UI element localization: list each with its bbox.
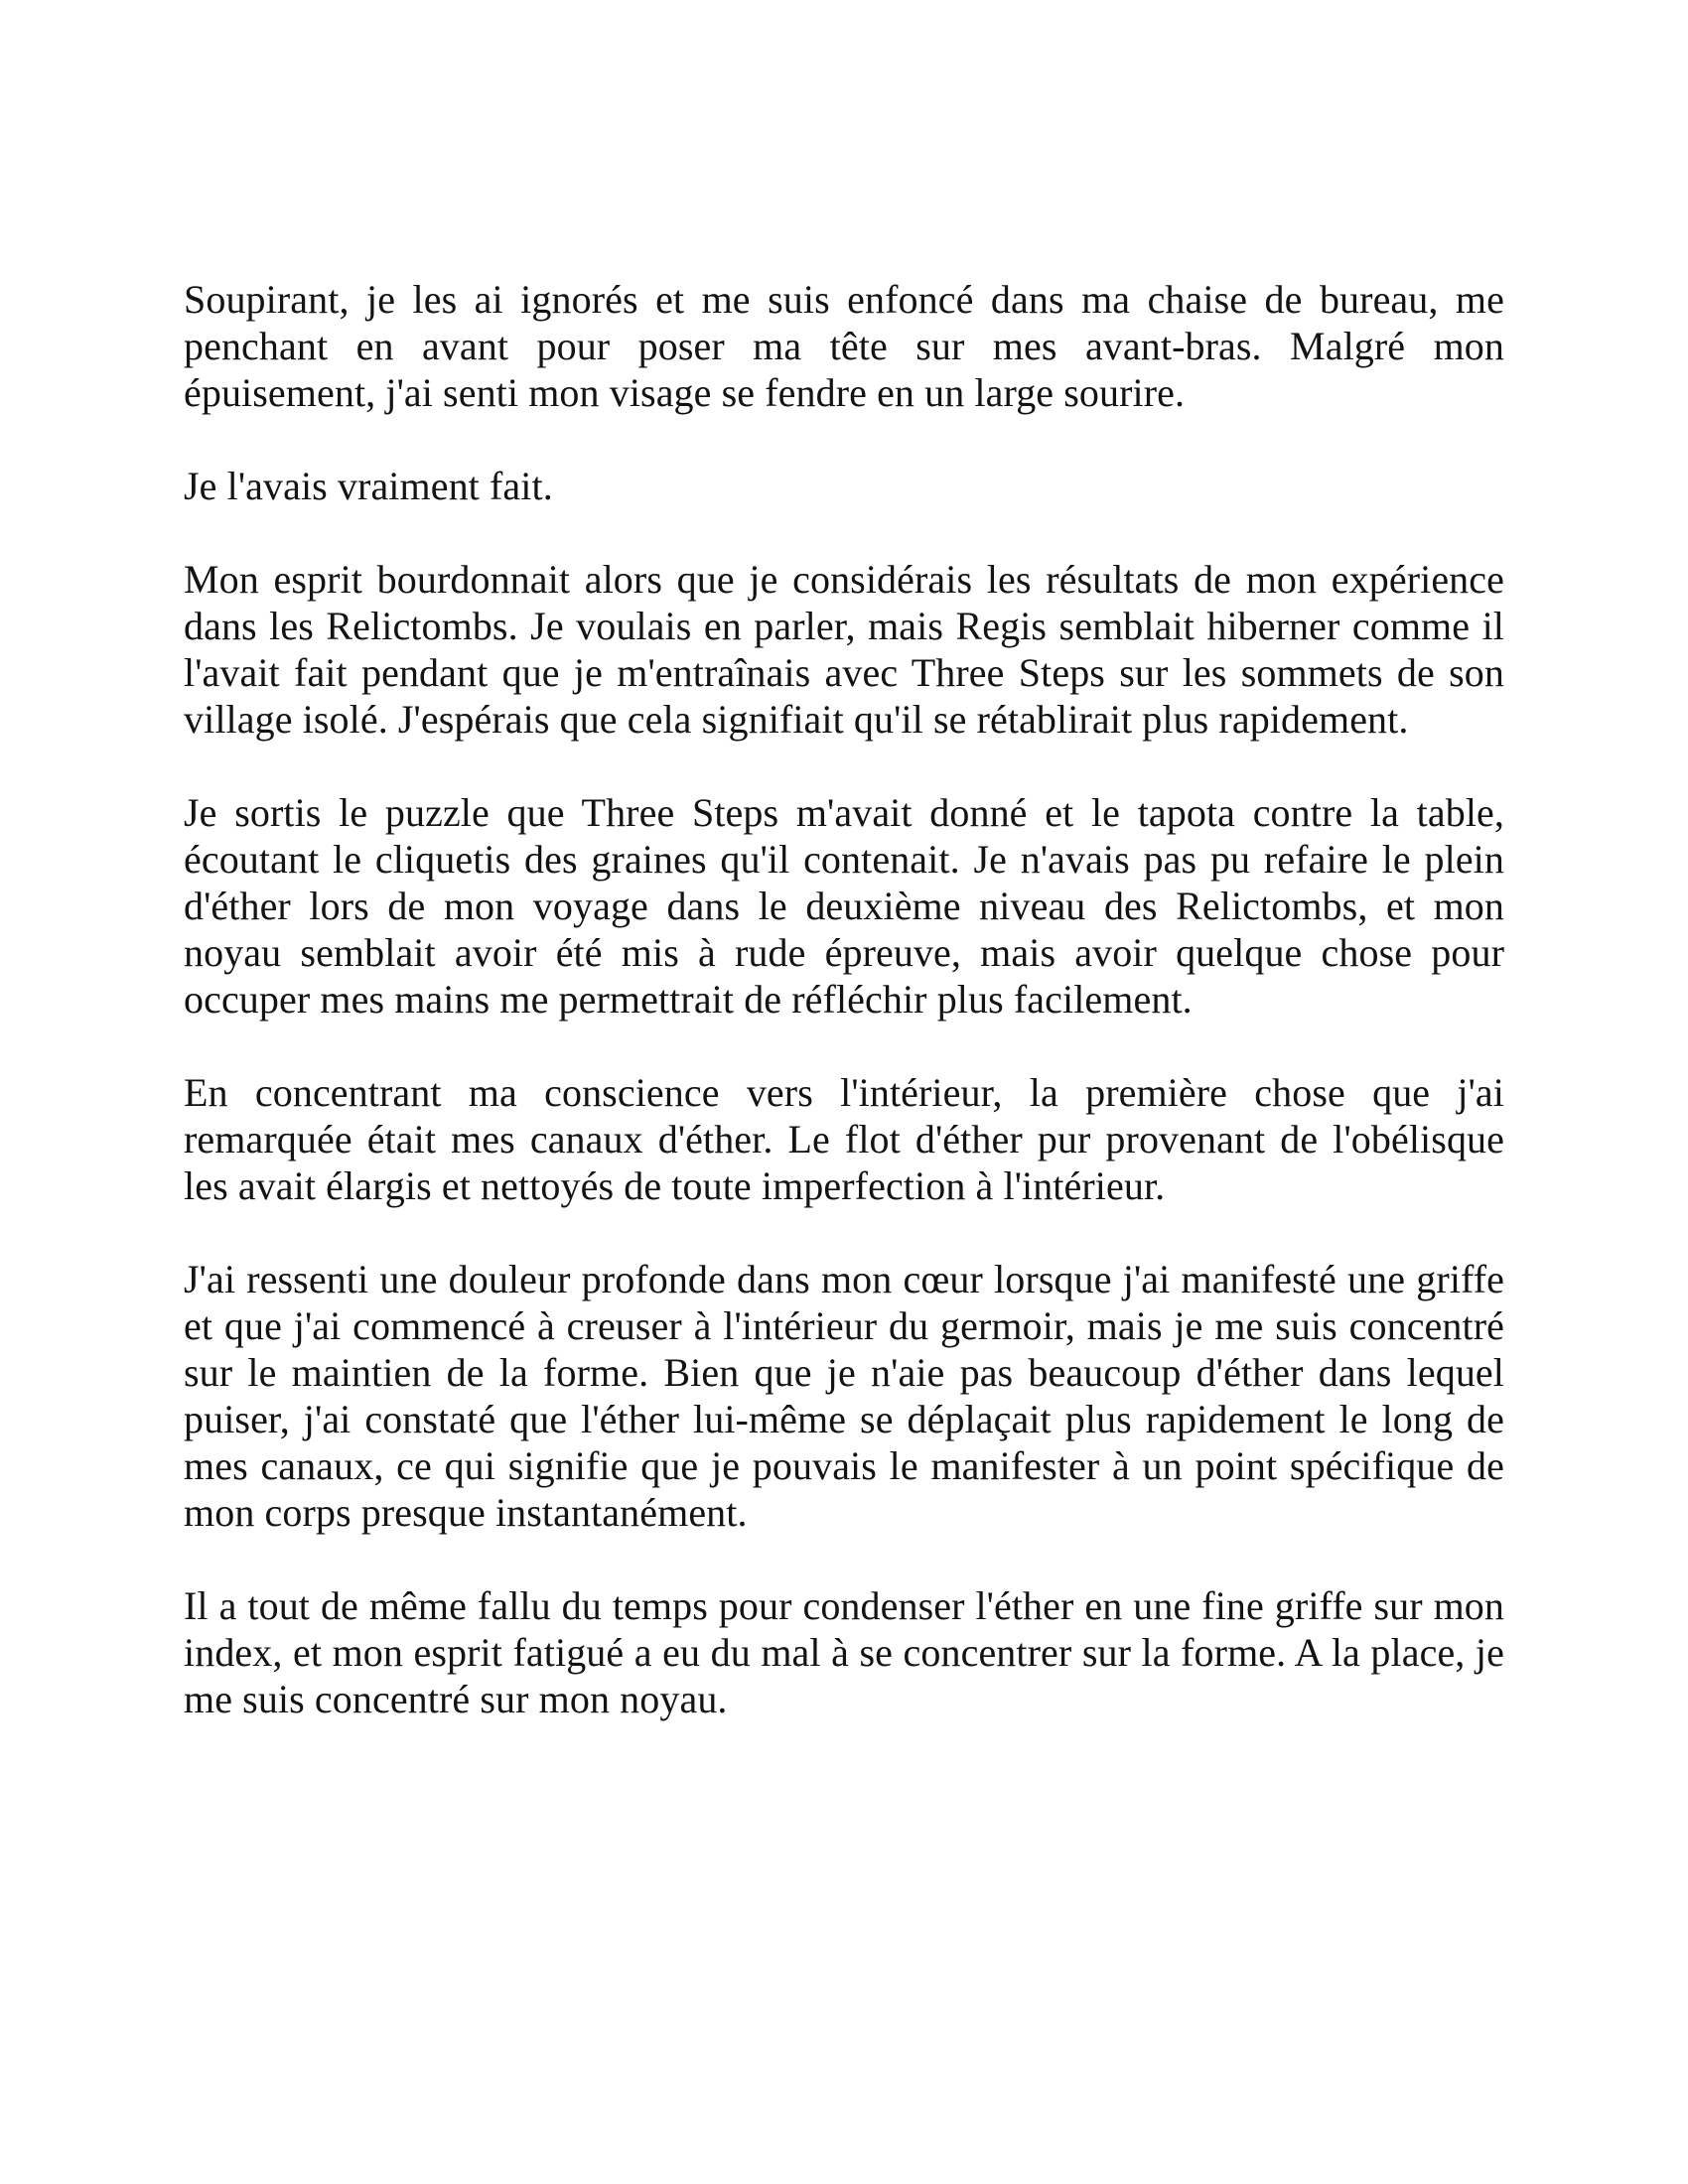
- paragraph-2: Je l'avais vraiment fait.: [184, 464, 553, 508]
- paragraph-7: Il a tout de même fallu du temps pour condenser l'éther en une fine griffe sur mon index, et mon esprit fatigué a eu du mal à se concentrer sur la forme. A la place, je me suis concentré sur mon noyau.: [184, 1583, 1504, 1721]
- paragraph-5: En concentrant ma conscience vers l'intérieur, la première chose que j'ai remarquée était mes canaux d'éther. Le flot d'éther pur provenant de l'obélisque les avait élargis et nettoyés de toute imperfection à l'intérieur.: [184, 1070, 1504, 1208]
- paragraph-1: Soupirant, je les ai ignorés et me suis enfoncé dans ma chaise de bureau, me penchant en avant pour poser ma tête sur mes avant-bras. Malgré mon épuisement, j'ai senti mon visage se fendre en un large sourire.: [184, 277, 1504, 415]
- paragraph-4: Je sortis le puzzle que Three Steps m'avait donné et le tapota contre la table, écoutant le cliquetis des graines qu'il contenait. Je n'avais pas pu refaire le plein d'éther lors de mon voyage dans le deuxième niveau des Relictombs, et mon noyau semblait avoir été mis à rude épreuve, mais avoir quelque chose pour occuper mes mains me permettrait de réfléchir plus facilement.: [184, 790, 1504, 1022]
- paragraph-3: Mon esprit bourdonnait alors que je considérais les résultats de mon expérience dans les Relictombs. Je voulais en parler, mais Regis semblait hiberner comme il l'avait fait pendant que je m'entraînais avec Three Steps sur les sommets de son village isolé. J'espérais que cela signifiait qu'il se rétablirait plus rapidement.: [184, 557, 1504, 742]
- text-block: [184, 276, 1504, 1722]
- paragraph-6: J'ai ressenti une douleur profonde dans mon cœur lorsque j'ai manifesté une griffe et que j'ai commencé à creuser à l'intérieur du germoir, mais je me suis concentré sur le maintien de la forme. Bien que je n'aie pas beaucoup d'éther dans lequel puiser, j'ai constaté que l'éther lui-même se déplaçait plus rapidement le long de mes canaux, ce qui signifie que je pouvais le manifester à un point spécifique de mon corps presque instantanément.: [184, 1257, 1504, 1535]
